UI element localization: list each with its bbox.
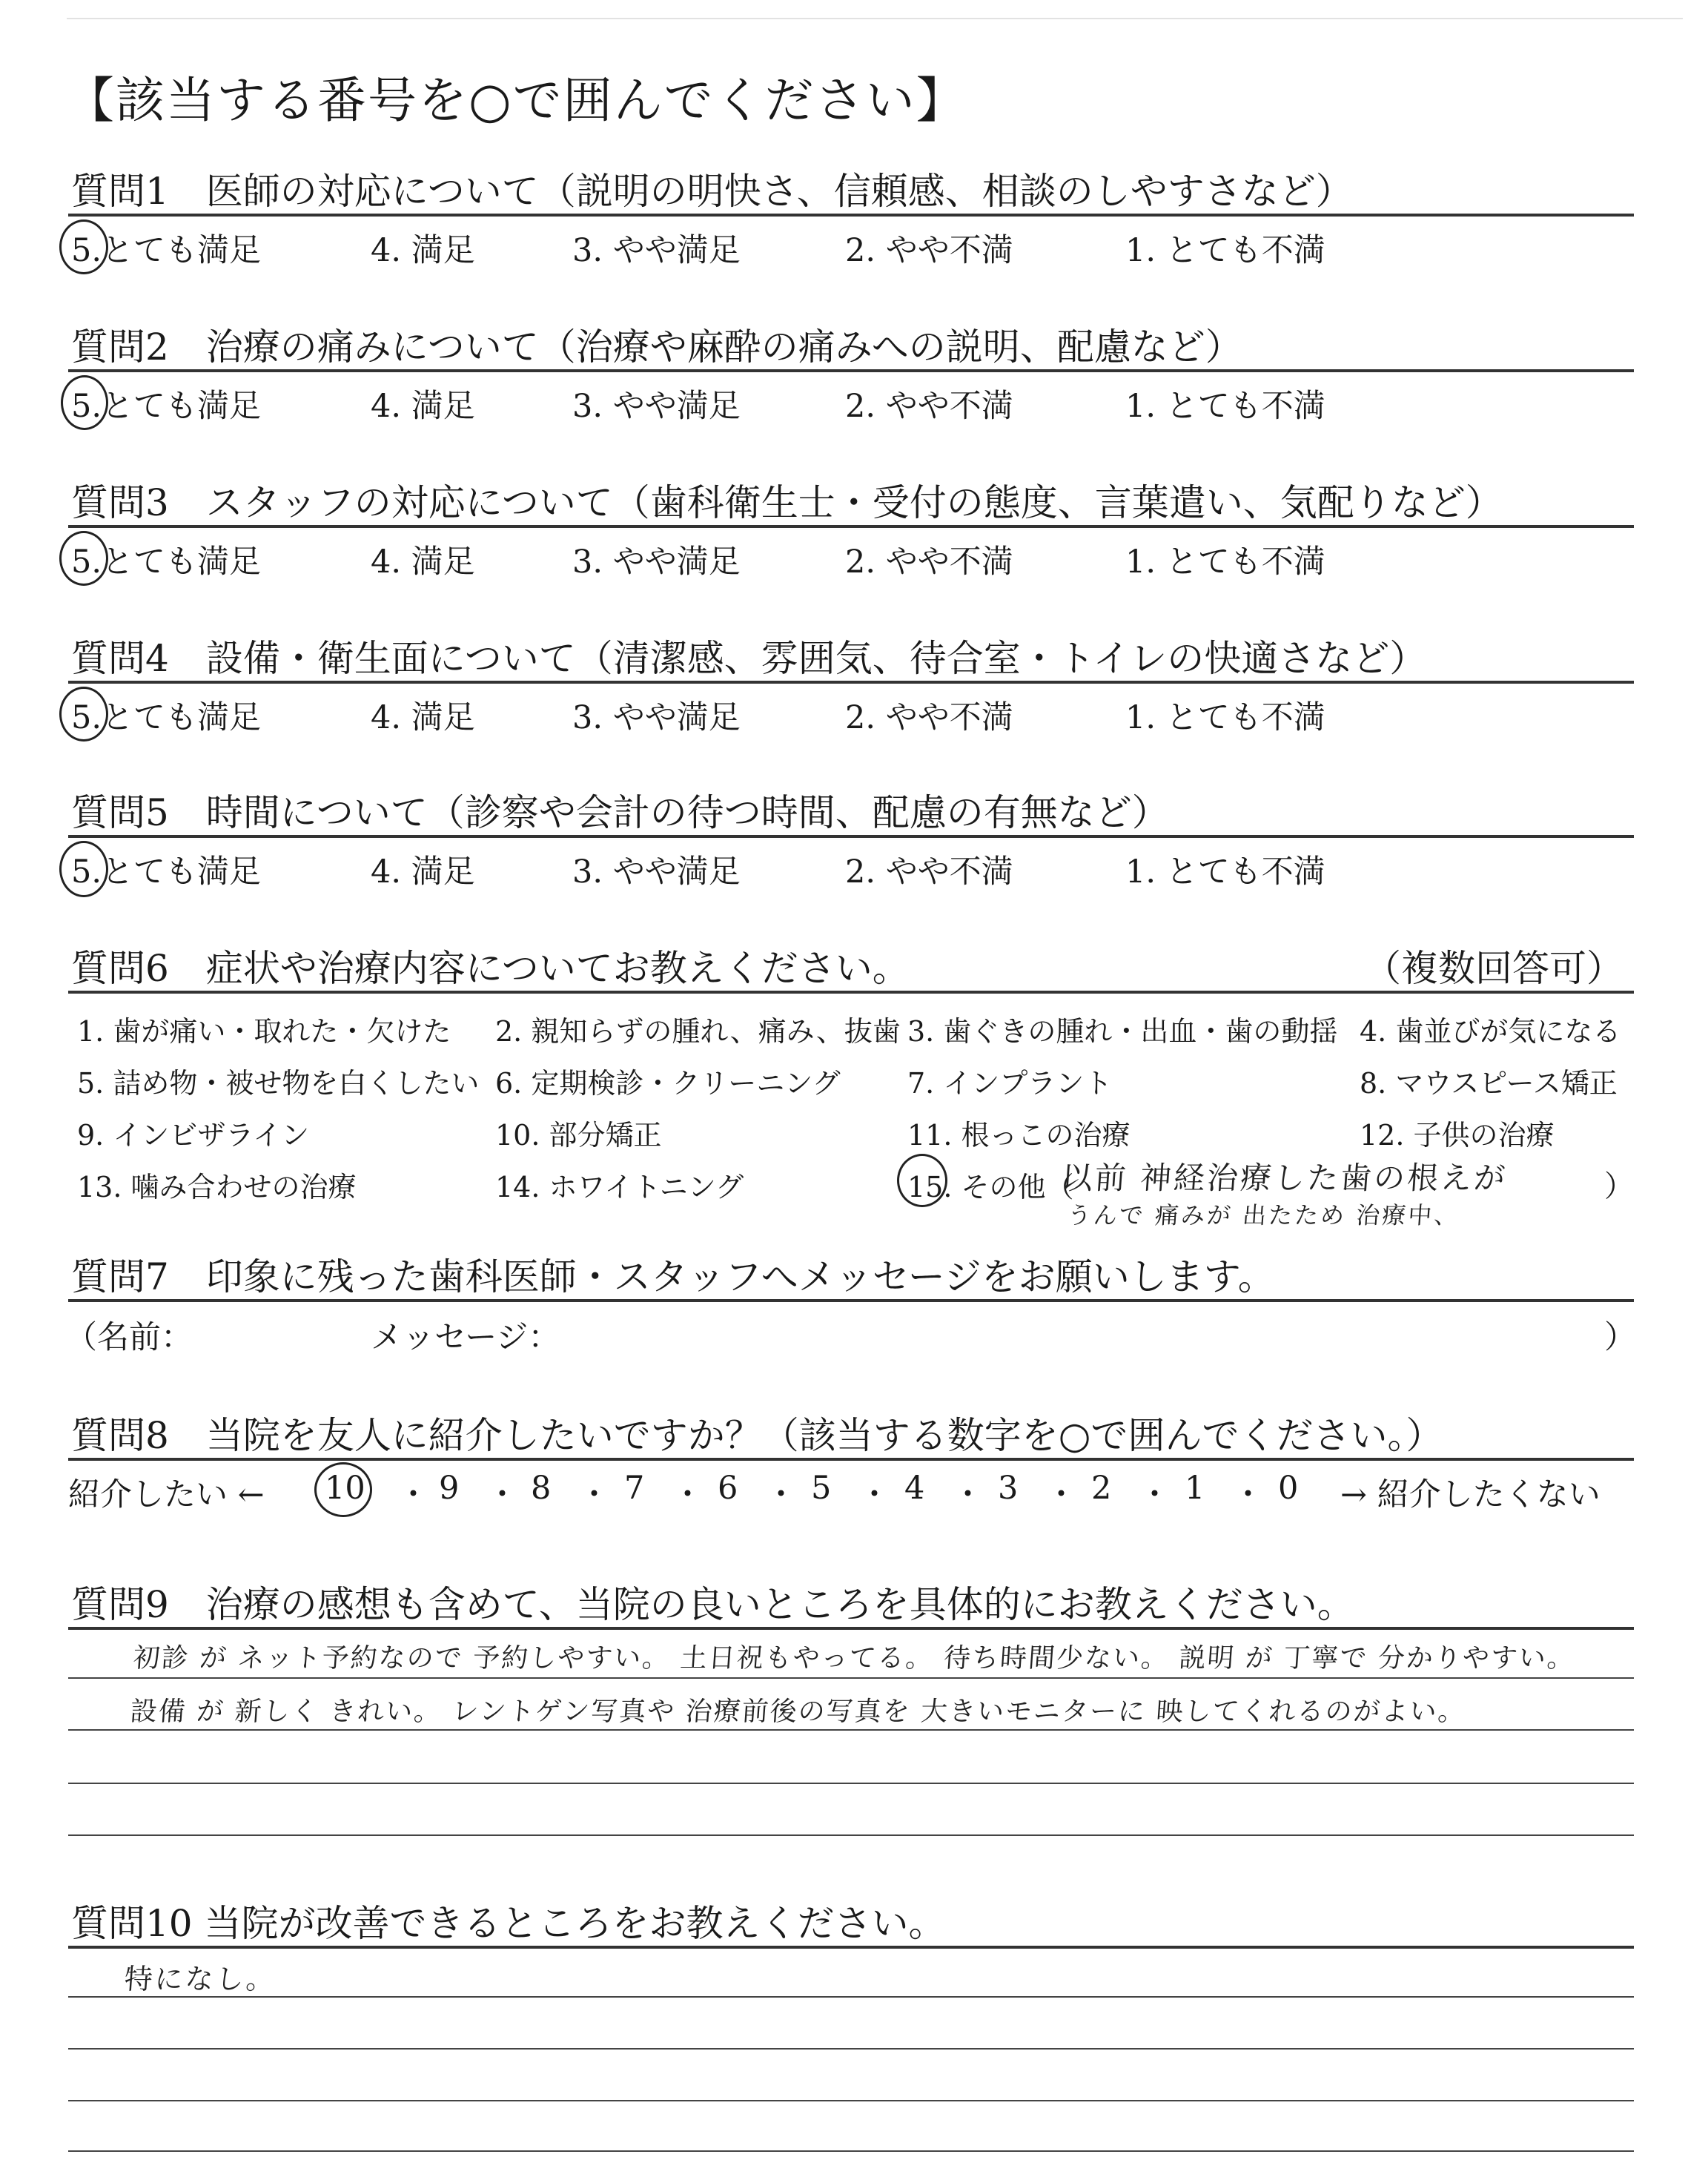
recommend-left-label: 紹介したい ← bbox=[68, 1476, 265, 1513]
scale-4[interactable]: 4 bbox=[904, 1470, 925, 1507]
scale-dot: ・ bbox=[858, 1476, 890, 1513]
symptom-item-3[interactable]: 3. 歯ぐきの腫れ・出血・歯の動揺 bbox=[907, 1015, 1338, 1048]
answer-rule bbox=[68, 1783, 1634, 1784]
divider bbox=[68, 1946, 1634, 1949]
scale-3[interactable]: 3 bbox=[998, 1470, 1019, 1507]
scale-2[interactable]: 2 bbox=[1091, 1470, 1112, 1507]
recommend-right-label: → 紹介したくない bbox=[1340, 1476, 1601, 1513]
answer-rule bbox=[68, 2048, 1634, 2050]
scale-dot: ・ bbox=[486, 1476, 518, 1513]
question-title: 質問9 治療の感想も含めて、当院の良いところを具体的にお教えください。 bbox=[71, 1583, 1354, 1626]
divider bbox=[68, 369, 1634, 372]
other-handwritten-line1[interactable]: 以前 神経治療した歯の根えが bbox=[1060, 1160, 1509, 1196]
scale-dot: ・ bbox=[952, 1476, 984, 1513]
question-title: 質問3 スタッフの対応について（歯科衛生士・受付の態度、言葉遣い、気配りなど） bbox=[71, 481, 1503, 524]
scale-8[interactable]: 8 bbox=[531, 1470, 552, 1507]
symptom-item-10[interactable]: 10. 部分矯正 bbox=[495, 1119, 662, 1152]
option-1[interactable]: 1. とても不満 bbox=[1125, 853, 1325, 891]
option-1[interactable]: 1. とても不満 bbox=[1125, 544, 1325, 581]
symptom-item-9[interactable]: 9. インビザライン bbox=[77, 1119, 310, 1152]
option-2[interactable]: 2. やや不満 bbox=[845, 232, 1013, 269]
symptom-item-12[interactable]: 12. 子供の治療 bbox=[1360, 1119, 1555, 1152]
answer-line-2[interactable]: 設備 が 新しく きれい。 レントゲン写真や 治療前後の写真を 大きいモニターに 映してくれるのがよい。 bbox=[129, 1697, 1467, 1727]
scale-dot: ・ bbox=[1232, 1476, 1264, 1513]
option-1[interactable]: 1. とても不満 bbox=[1125, 232, 1325, 269]
answer-rule bbox=[68, 2150, 1634, 2152]
scale-5[interactable]: 5 bbox=[811, 1470, 832, 1507]
scale-6[interactable]: 6 bbox=[718, 1470, 738, 1507]
option-2[interactable]: 2. やや不満 bbox=[845, 853, 1013, 891]
divider bbox=[68, 1299, 1634, 1302]
symptom-item-4[interactable]: 4. 歯並びが気になる bbox=[1360, 1015, 1621, 1048]
answer-rule bbox=[68, 1834, 1634, 1836]
option-5[interactable]: 5.とても満足 bbox=[71, 853, 262, 891]
answer-rule bbox=[68, 1729, 1634, 1731]
scale-7[interactable]: 7 bbox=[624, 1470, 645, 1507]
symptom-item-6[interactable]: 6. 定期検診・クリーニング bbox=[495, 1067, 841, 1100]
option-4[interactable]: 4. 満足 bbox=[371, 388, 475, 425]
question-title: 質問1 医師の対応について（説明の明快さ、信頼感、相談のしやすさなど） bbox=[71, 170, 1353, 213]
scale-0[interactable]: 0 bbox=[1278, 1470, 1299, 1507]
option-4[interactable]: 4. 満足 bbox=[371, 232, 475, 269]
option-5[interactable]: 5.とても満足 bbox=[71, 699, 262, 736]
question-title: 質問7 印象に残った歯科医師・スタッフへメッセージをお願いします。 bbox=[71, 1255, 1275, 1298]
question-title: 質問6 症状や治療内容についてお教えください。 bbox=[71, 947, 910, 990]
scale-dot: ・ bbox=[1045, 1476, 1077, 1513]
option-1[interactable]: 1. とても不満 bbox=[1125, 388, 1325, 425]
scale-dot: ・ bbox=[1139, 1476, 1171, 1513]
message-label: メッセージ： bbox=[371, 1319, 560, 1356]
top-border bbox=[67, 18, 1683, 19]
symptom-item-15[interactable]: 15. その他（ bbox=[907, 1171, 1074, 1203]
option-3[interactable]: 3. やや満足 bbox=[572, 388, 741, 425]
divider bbox=[68, 214, 1634, 217]
symptom-item-2[interactable]: 2. 親知らずの腫れ、痛み、抜歯 bbox=[495, 1015, 901, 1048]
page-heading: 【該当する番号を○で囲んでください】 bbox=[65, 72, 967, 129]
option-5[interactable]: 5.とても満足 bbox=[71, 388, 262, 425]
option-4[interactable]: 4. 満足 bbox=[371, 544, 475, 581]
symptom-item-1[interactable]: 1. 歯が痛い・取れた・欠けた bbox=[77, 1015, 451, 1048]
option-3[interactable]: 3. やや満足 bbox=[572, 699, 741, 736]
option-5[interactable]: 5.とても満足 bbox=[71, 232, 262, 269]
divider bbox=[68, 1458, 1634, 1461]
answer-line-1[interactable]: 特になし。 bbox=[123, 1963, 278, 1995]
question-title: 質問5 時間について（診察や会計の待つ時間、配慮の有無など） bbox=[71, 791, 1169, 834]
scale-10[interactable]: 10 bbox=[325, 1470, 365, 1507]
question-title: 質問4 設備・衛生面について（清潔感、雰囲気、待合室・トイレの快適さなど） bbox=[71, 637, 1427, 680]
option-2[interactable]: 2. やや不満 bbox=[845, 699, 1013, 736]
name-label: （名前： bbox=[65, 1319, 193, 1356]
symptom-item-7[interactable]: 7. インプラント bbox=[907, 1067, 1113, 1100]
divider bbox=[68, 835, 1634, 838]
option-5[interactable]: 5.とても満足 bbox=[71, 544, 262, 581]
symptom-item-8[interactable]: 8. マウスピース矯正 bbox=[1360, 1067, 1618, 1100]
option-3[interactable]: 3. やや満足 bbox=[572, 232, 741, 269]
answer-line-1[interactable]: 初診 が ネット予約なので 予約しやすい。 土日祝もやってる。 待ち時間少ない。 説明 が 丁寧で 分かりやすい。 bbox=[132, 1643, 1577, 1674]
scale-dot: ・ bbox=[765, 1476, 797, 1513]
symptom-item-13[interactable]: 13. 噛み合わせの治療 bbox=[77, 1171, 357, 1203]
answer-rule bbox=[68, 2100, 1634, 2101]
option-1[interactable]: 1. とても不満 bbox=[1125, 699, 1325, 736]
message-close-paren: ） bbox=[1604, 1319, 1636, 1356]
option-4[interactable]: 4. 満足 bbox=[371, 699, 475, 736]
scale-9[interactable]: 9 bbox=[439, 1470, 460, 1507]
scale-dot: ・ bbox=[578, 1476, 610, 1513]
option-4[interactable]: 4. 満足 bbox=[371, 853, 475, 891]
scale-dot: ・ bbox=[397, 1476, 429, 1513]
scale-1[interactable]: 1 bbox=[1185, 1470, 1205, 1507]
multiple-answer-note: （複数回答可） bbox=[1364, 947, 1623, 990]
other-close-paren: ） bbox=[1604, 1169, 1634, 1203]
divider bbox=[68, 681, 1634, 684]
option-2[interactable]: 2. やや不満 bbox=[845, 388, 1013, 425]
divider bbox=[68, 991, 1634, 994]
question-title: 質問2 治療の痛みについて（治療や麻酔の痛みへの説明、配慮など） bbox=[71, 326, 1242, 369]
option-2[interactable]: 2. やや不満 bbox=[845, 544, 1013, 581]
symptom-item-11[interactable]: 11. 根っこの治療 bbox=[907, 1119, 1131, 1152]
divider bbox=[68, 1627, 1634, 1630]
question-title: 質問10 当院が改善できるところをお教えください。 bbox=[71, 1902, 946, 1945]
option-3[interactable]: 3. やや満足 bbox=[572, 544, 741, 581]
other-handwritten-line2[interactable]: うんで 痛みが 出たため 治療中、 bbox=[1066, 1201, 1461, 1229]
question-title: 質問8 当院を友人に紹介したいですか？（該当する数字を○で囲んでください。） bbox=[71, 1414, 1443, 1457]
answer-rule bbox=[68, 1996, 1634, 1998]
divider bbox=[68, 525, 1634, 528]
symptom-item-14[interactable]: 14. ホワイトニング bbox=[495, 1171, 744, 1203]
scale-dot: ・ bbox=[672, 1476, 704, 1513]
symptom-item-5[interactable]: 5. 詰め物・被せ物を白くしたい bbox=[77, 1067, 480, 1100]
option-3[interactable]: 3. やや満足 bbox=[572, 853, 741, 891]
answer-rule bbox=[68, 1677, 1634, 1679]
